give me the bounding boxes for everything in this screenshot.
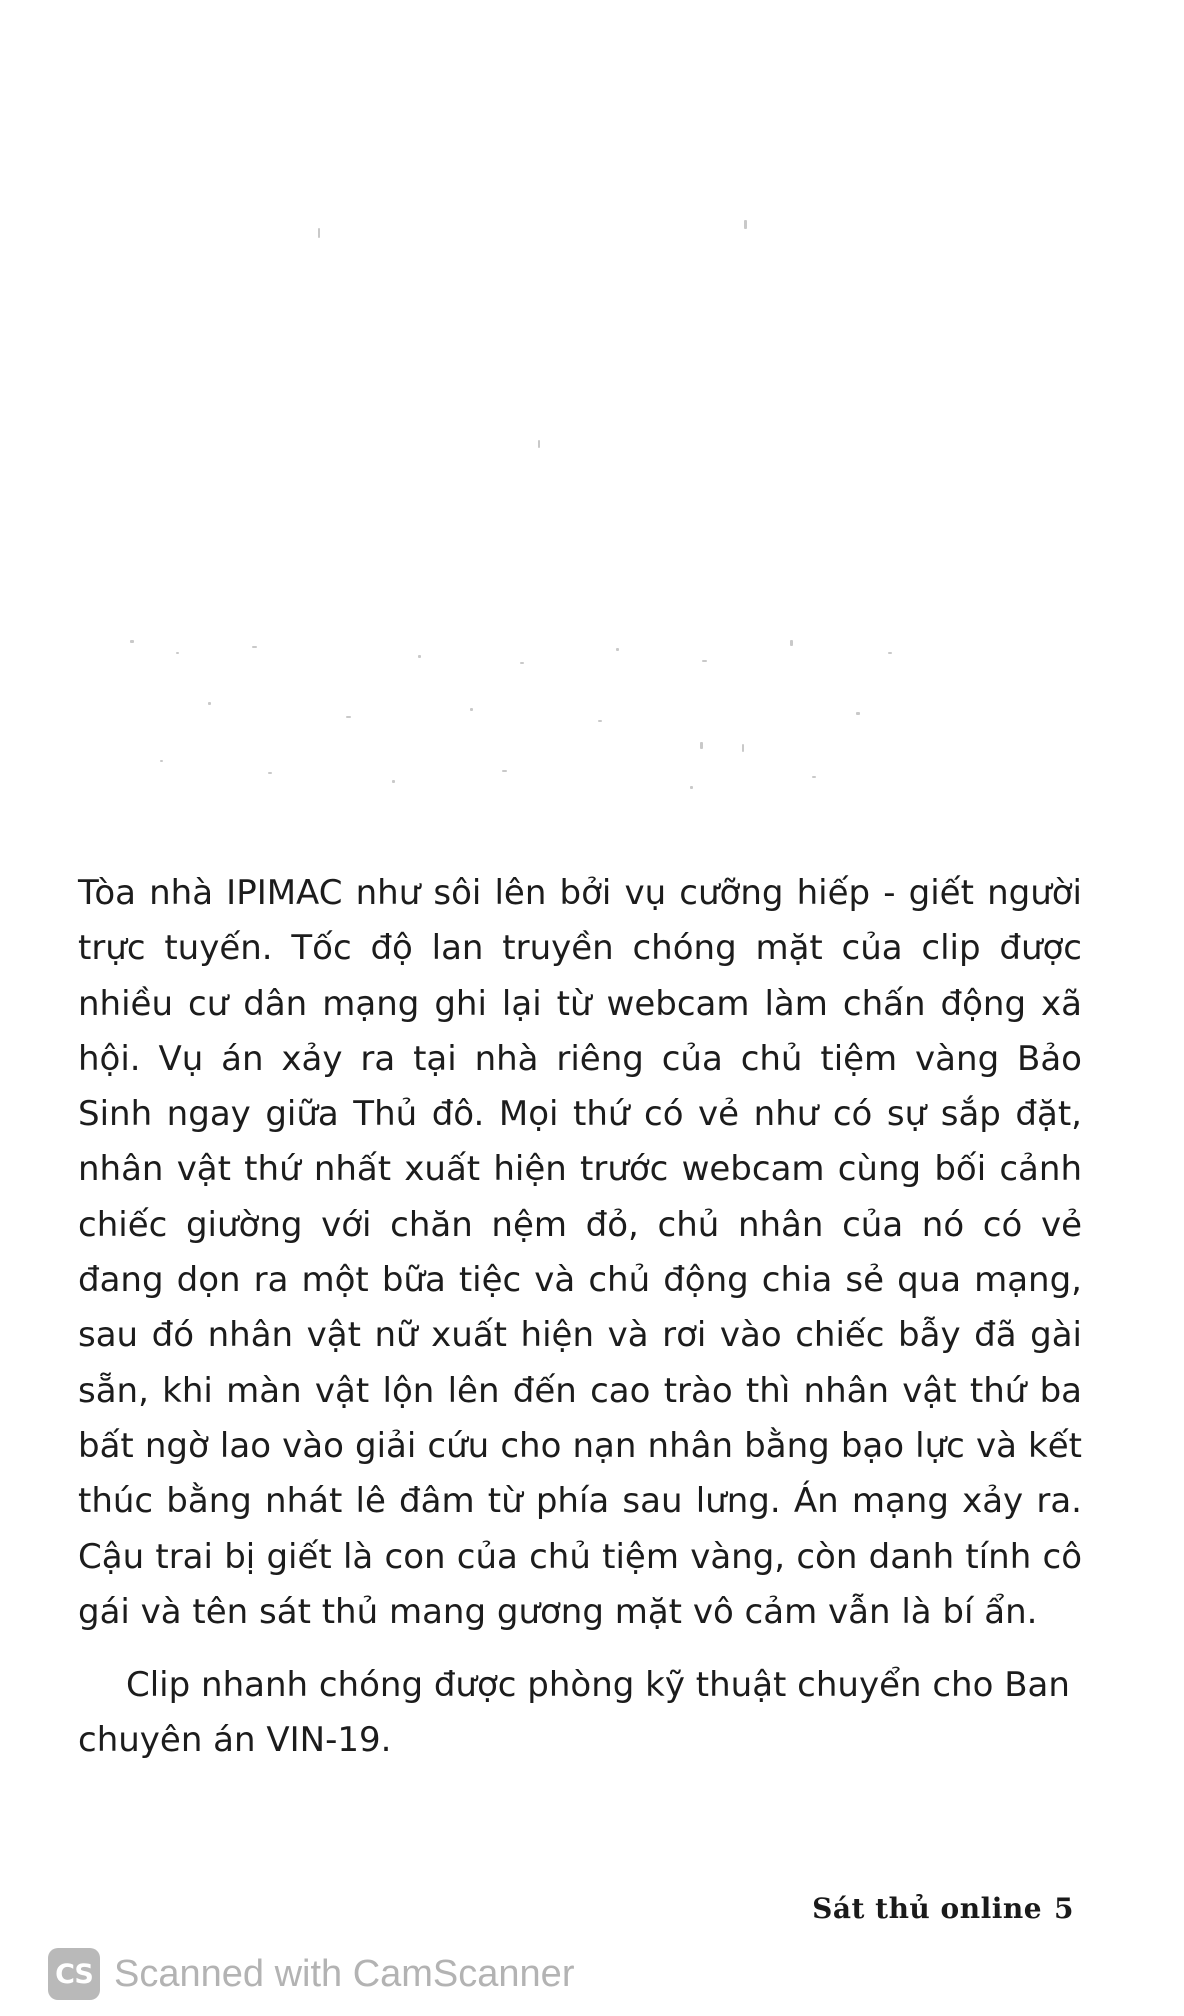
body-text [78,866,1082,1769]
camscanner-logo-icon: CS [48,1948,100,2000]
book-title: Sát thủ online [812,1892,1043,1925]
camscanner-watermark [48,1946,574,2002]
running-footer [812,1892,1074,1925]
page-number: 5 [1054,1892,1074,1925]
paragraph-1: Tòa nhà IPIMAC như sôi lên bởi vụ cưỡng hiếp - giết người trực tuyến. Tốc độ lan truyền chóng mặt của clip được nhiều cư dân mạng ghi lại từ webcam làm chấn động xã hội. Vụ án xảy ra tại nhà riêng của chủ tiệm vàng Bảo Sinh ngay giữa Thủ đô. Mọi thứ có vẻ như có sự sắp đặt, nhân vật thứ nhất xuất hiện trước webcam cùng bối cảnh chiếc giường với chăn nệm đỏ, chủ nhân của nó có vẻ đang dọn ra một bữa tiệc và chủ động chia sẻ qua mạng, sau đó nhân vật nữ xuất hiện và rơi vào chiếc bẫy đã gài sẵn, khi màn vật lộn lên đến cao trào thì nhân vật thứ ba bất ngờ lao vào giải cứu cho nạn nhân bằng bạo lực và kết thúc bằng nhát lê đâm từ phía sau lưng. Án mạng xảy ra. Cậu trai bị giết là con của chủ tiệm vàng, còn danh tính cô gái và tên sát thủ mang gương mặt vô cảm vẫn là bí ẩn. [78,873,1082,1632]
watermark-text: Scanned with CamScanner [114,1952,575,1995]
paragraph-2: Clip nhanh chóng được phòng kỹ thuật chuyển cho Ban chuyên án VIN-19. [78,1665,1070,1761]
